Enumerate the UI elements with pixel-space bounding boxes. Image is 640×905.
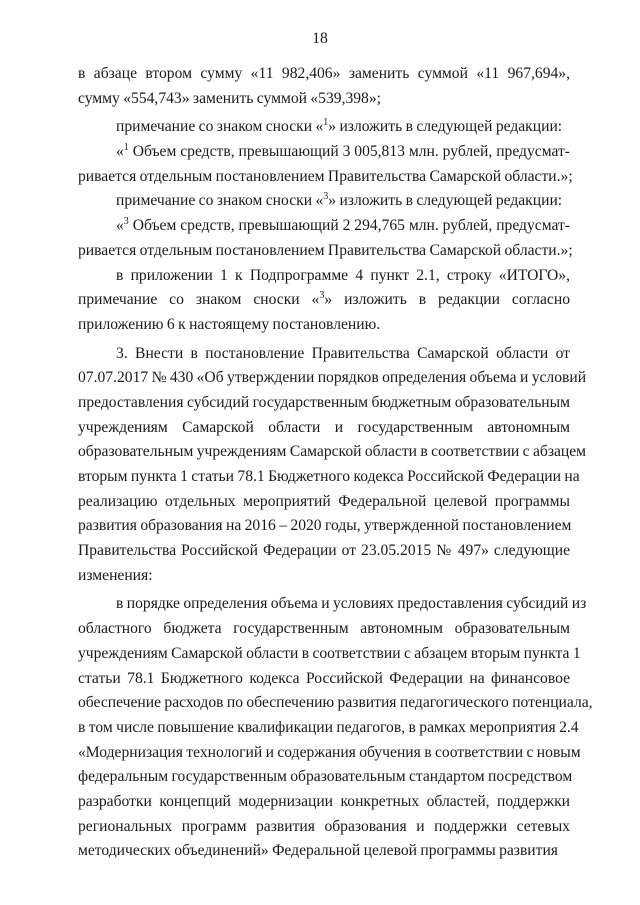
text-run: «	[116, 143, 124, 161]
footnote-mark: 3	[123, 216, 129, 228]
text-line: «Модернизация технологий и содержания обучения в соответствии с новым	[78, 743, 581, 761]
text-line: приложению 6 к настоящему постановлению.	[78, 315, 381, 333]
text-line: учреждениям Самарской области и государственным автономным	[78, 418, 570, 436]
text-line: в приложении 1 к Подпрограмме 4 пункт 2.1, строку «ИТОГО»,	[116, 266, 570, 284]
text-run: » изложить в редакции согласно	[324, 291, 570, 309]
text-line: учреждениям Самарской области в соответствии с абзацем вторым пункта 1	[78, 644, 581, 662]
text-line: региональных программ развития образования и поддержки сетевых	[78, 817, 570, 835]
text-line	[78, 140, 570, 165]
text-line: областного бюджета государственным автономным образовательным	[78, 620, 570, 638]
text-run: Объем средств, превышающий 3 005,813 млн. рублей, предусмат-	[128, 143, 570, 161]
text-line: ривается отдельным постановлением Правительства Самарской области.»;	[78, 167, 573, 185]
text-line: 3. Внести в постановление Правительства Самарской области от	[116, 344, 570, 362]
footnote-mark: 1	[123, 142, 129, 154]
footnote-mark: 3	[319, 290, 325, 302]
text-line: методических объединений» Федеральной целевой программы развития	[78, 842, 558, 860]
text-run: Объем средств, превышающий 2 294,765 млн. рублей, предусмат-	[128, 217, 570, 235]
text-line: в порядке определения объема и условиях предоставления субсидий из	[116, 595, 587, 613]
text-line: изменения:	[78, 566, 153, 584]
text-line: федеральным государственным образовательным стандартом посредством	[78, 768, 573, 786]
document-body	[78, 62, 593, 864]
text-line: ривается отдельным постановлением Правительства Самарской области.»;	[78, 241, 573, 259]
text-run: «	[116, 217, 124, 235]
text-line: в абзаце втором сумму «11 982,406» заменить суммой «11 967,694»,	[78, 65, 570, 82]
text-line	[78, 189, 570, 214]
text-line	[78, 288, 570, 313]
text-run: примечание со знаком сноски «	[116, 192, 324, 210]
text-line: развития образования на 2016 – 2020 годы, утвержденной постановлением	[78, 517, 572, 535]
text-line: образовательным учреждениям Самарской области в соответствии с абзацем	[78, 443, 587, 461]
text-run: » изложить в следующей редакции:	[328, 192, 563, 210]
text-run: примечание со знаком сноски «	[116, 118, 324, 136]
text-line: 07.07.2017 № 430 «Об утверждении порядков определения объема и условий	[78, 369, 587, 387]
text-run: » изложить в следующей редакции:	[328, 118, 563, 136]
text-line: обеспечение расходов по обеспечению развития педагогического потенциала,	[78, 694, 593, 712]
text-line: в том числе повышение квалификации педагогов, в рамках мероприятия 2.4	[78, 718, 579, 736]
text-line: вторым пункта 1 статьи 78.1 Бюджетного кодекса Российской Федерации на	[78, 468, 580, 485]
page-number: 18	[312, 30, 328, 47]
text-line: сумму «554,743» заменить суммой «539,398»;	[78, 89, 381, 107]
text-run: примечание со знаком сноски «	[78, 291, 320, 309]
text-line: предоставления субсидий государственным бюджетным образовательным	[78, 393, 570, 411]
text-line: реализацию отдельных мероприятий Федеральной целевой программы	[78, 492, 570, 510]
footnote-mark: 1	[323, 117, 329, 129]
text-line: статьи 78.1 Бюджетного кодекса Российской Федерации на финансовое	[78, 669, 570, 687]
text-line: Правительства Российской Федерации от 23.05.2015 № 497» следующие	[78, 542, 570, 560]
text-line	[78, 115, 570, 140]
footnote-mark: 3	[323, 191, 329, 203]
text-line	[78, 214, 570, 239]
text-line: разработки концепций модернизации конкретных областей, поддержки	[78, 792, 570, 810]
